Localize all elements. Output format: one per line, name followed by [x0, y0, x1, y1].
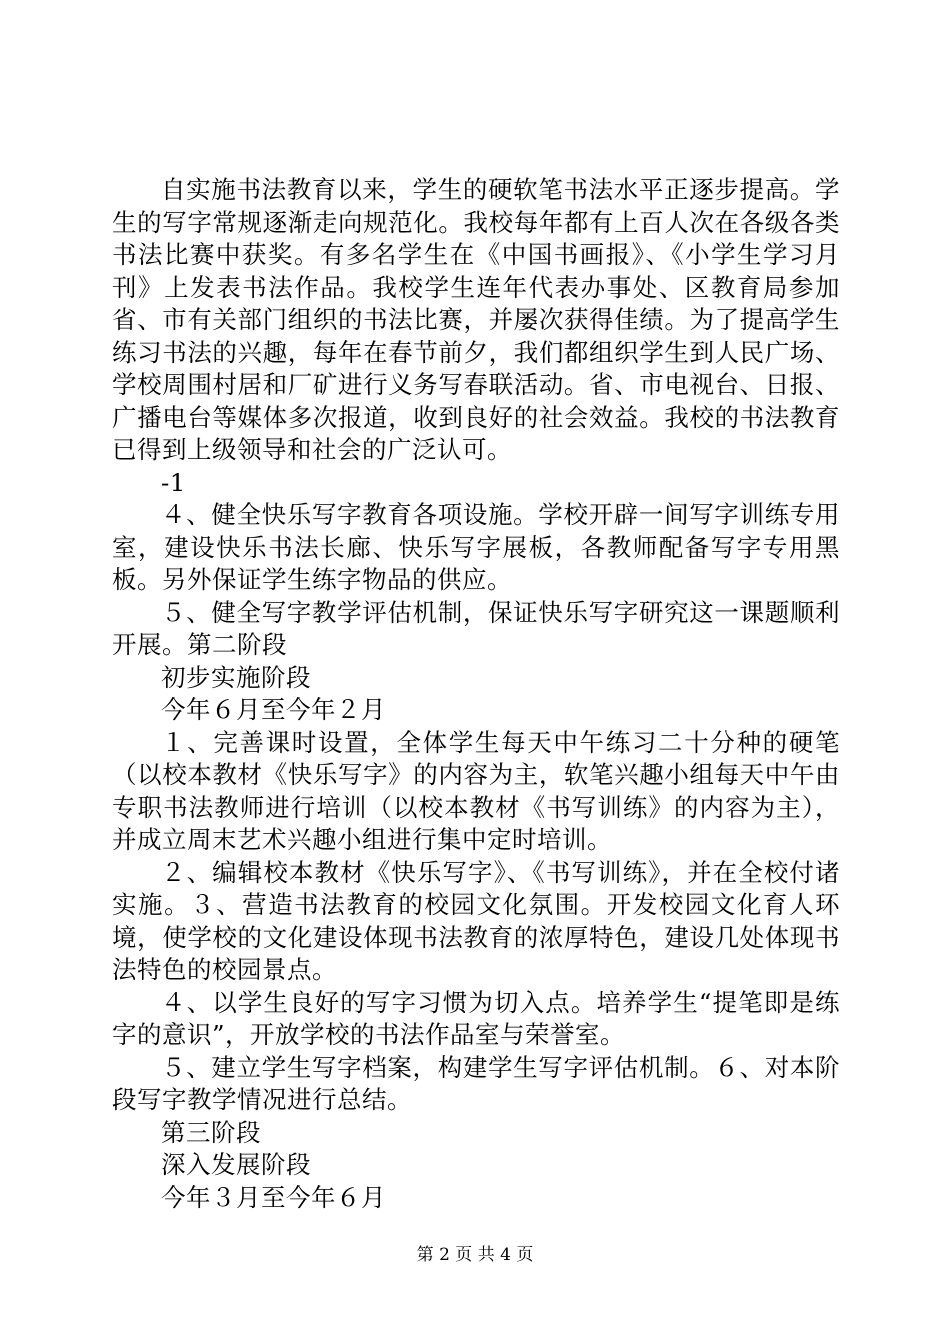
page-footer: 第 2 页 共 4 页 — [416, 1245, 534, 1265]
paragraph-stage2-item-1: １、完善课时设置，全体学生每天中午练习二十分种的硬笔（以校本教材《快乐写字》的内容为主，软笔兴趣小组每天中午由专职书法教师进行培训（以校本教材《书写训练》的内容为主），并成立周末艺术兴趣小组进行集中定时培训。 — [112, 727, 840, 854]
stage-3-title: 深入发展阶段 — [161, 1150, 311, 1179]
document-body — [112, 174, 840, 1214]
paragraph-stage2-item-2-3: ２、编辑校本教材《快乐写字》、《书写训练》，并在全校付诸实施。３、营造书法教育的校园文化氛围。开发校园文化育人环境，使学校的文化建设体现书法教育的浓厚特色，建设几处体现书法特色的校园景点。 — [112, 857, 840, 984]
stage-2-period: 今年６月至今年２月 — [161, 695, 386, 724]
paragraph-stage2-item-5-6: ５、建立学生写字档案，构建学生写字评估机制。６、对本阶段写字教学情况进行总结。 — [112, 1052, 840, 1114]
paragraph-stage2-item-4: ４、以学生良好的写字习惯为切入点。培养学生“提笔即是练字的意识”，开放学校的书法作品室与荣誉室。 — [112, 987, 840, 1049]
stage-3-heading: 第三阶段 — [161, 1117, 261, 1147]
paragraph-item-5-evaluation: ５、健全写字教学评估机制，保证快乐写字研究这一课题顺利开展。第二阶段 — [112, 597, 840, 659]
paragraph-item-4-facilities: ４、健全快乐写字教育各项设施。学校开辟一间写字训练专用室，建设快乐书法长廊、快乐写字展板，各教师配备写字专用黑板。另外保证学生练字物品的供应。 — [112, 500, 840, 594]
paragraph-intro: 自实施书法教育以来，学生的硬软笔书法水平正逐步提高。学生的写字常规逐渐走向规范化。我校每年都有上百人次在各级各类书法比赛中获奖。有多名学生在《中国书画报》、《小学生学习月刊》上发表书法作品。我校学生连年代表办事处、区教育局参加省、市有关部门组织的书法比赛，并屡次获得佳绩。为了提高学生练习书法的兴趣，每年在春节前夕，我们都组织学生到人民广场、学校周围村居和厂矿进行义务写春联活动。省、市电视台、日报、广播电台等媒体多次报道，收到良好的社会效益。我校的书法教育已得到上级领导和社会的广泛认可。 — [112, 175, 840, 464]
stage-3-period: 今年３月至今年６月 — [161, 1182, 386, 1212]
paragraph-marker: -1 — [161, 467, 186, 497]
stage-2-title: 初步实施阶段 — [161, 662, 311, 692]
